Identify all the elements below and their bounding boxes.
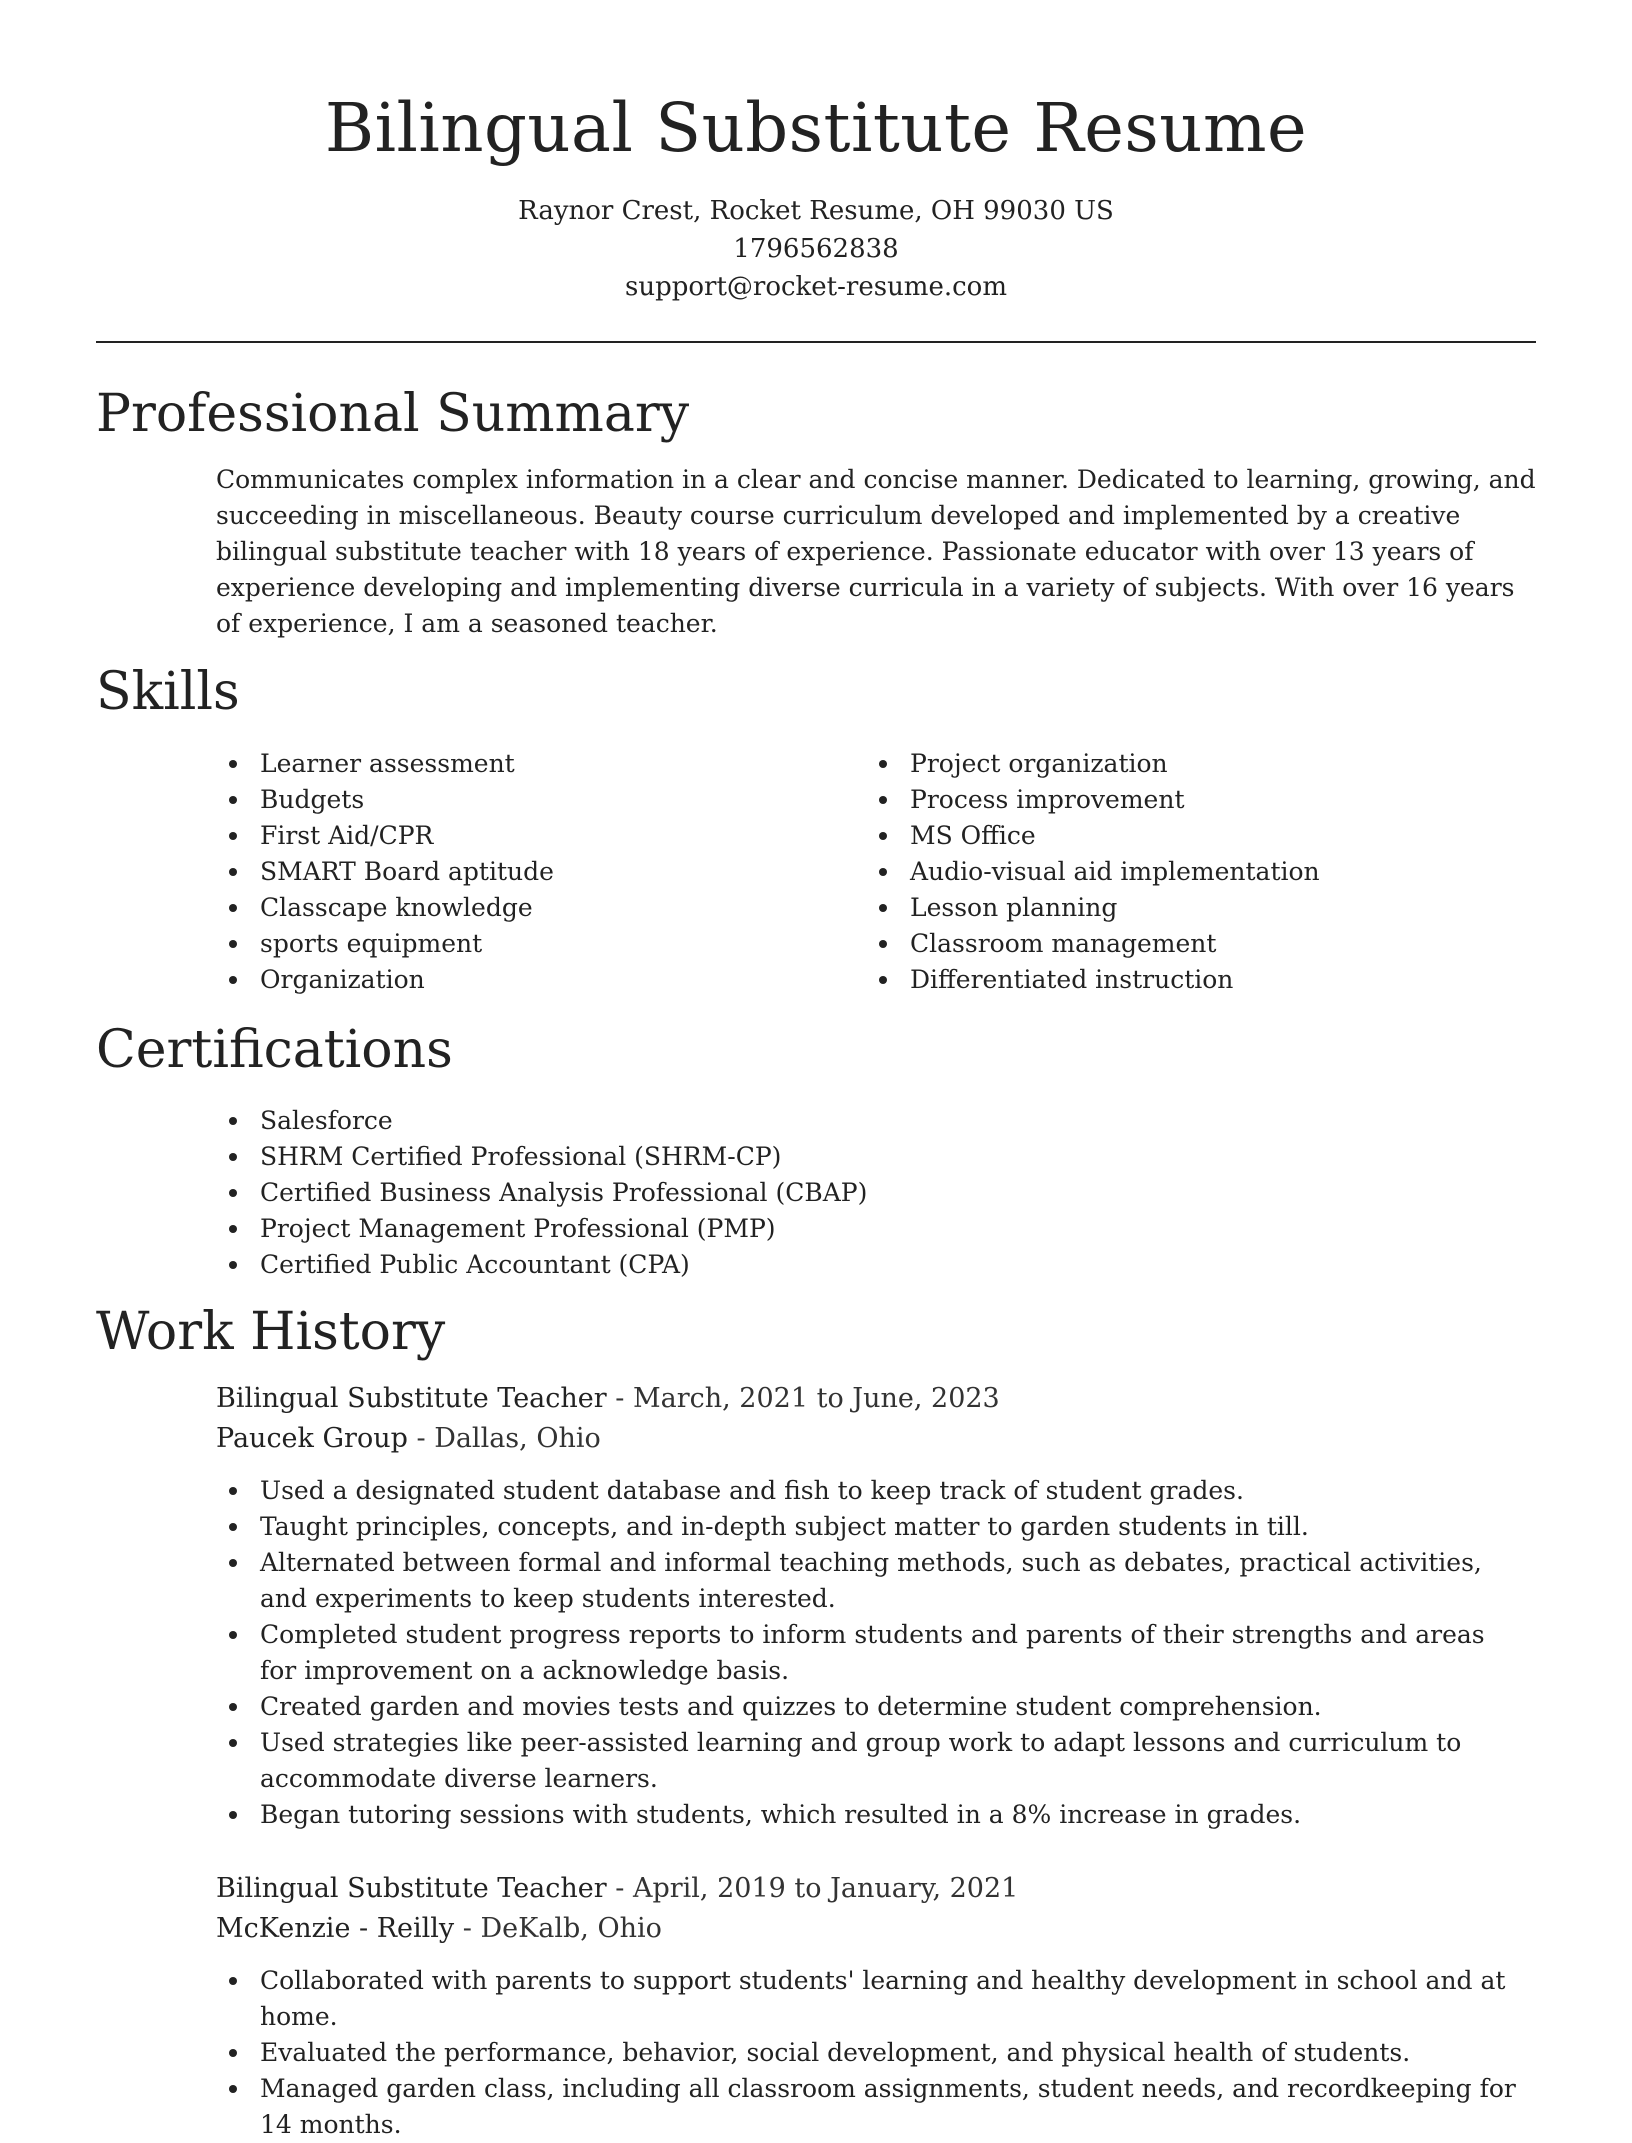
job-company-line	[216, 1909, 1536, 1949]
job-bullet: Completed student progress reports to inform students and parents of their strengths and areas for improvement on a acknowledge basis.	[216, 1617, 1516, 1689]
job-company-separator: -	[454, 1913, 481, 1944]
job-title-line	[216, 1379, 1536, 1419]
job-dates: April, 2019 to January, 2021	[632, 1873, 1019, 1904]
job-bullet: Managed garden class, including all classroom assignments, student needs, and recordkeeping for 14 months.	[216, 2071, 1516, 2143]
job-bullets	[216, 1963, 1516, 2143]
resume-title: Bilingual Substitute Resume	[324, 89, 1308, 167]
skill-item: Project organization	[866, 746, 1486, 782]
work-history-heading: Work History	[96, 1302, 446, 1362]
skill-item: Lesson planning	[866, 890, 1486, 926]
certification-item: Certified Public Accountant (CPA)	[216, 1247, 1536, 1283]
job-company: McKenzie - Reilly	[216, 1913, 455, 1944]
skill-item: Classcape knowledge	[216, 890, 836, 926]
contact-info	[0, 192, 1632, 306]
certification-item: Certified Business Analysis Professional (CBAP)	[216, 1175, 1536, 1211]
skill-item: Organization	[216, 962, 836, 998]
job-company-separator: -	[407, 1423, 435, 1454]
job-entry	[216, 1869, 1536, 2143]
certifications-heading: Certifications	[96, 1020, 453, 1080]
summary-text: Communicates complex information in a clear and concise manner. Dedicated to learning, growing, and succeeding in miscellaneous. Beauty course curriculum developed and implemented by a creative bilingual substitute teacher with 18 years of experience. Passionate educator with over 13 years of experience developing and implementing diverse curricula in a variety of subjects. With over 16 years of experience, I am a seasoned teacher.	[216, 465, 1536, 638]
resume-header	[0, 0, 1632, 306]
job-bullet: Used strategies like peer-assisted learning and group work to adapt lessons and curriculum to accommodate diverse learners.	[216, 1725, 1516, 1797]
job-location: DeKalb, Ohio	[480, 1913, 662, 1944]
skills-list-left	[216, 746, 836, 998]
skill-item: sports equipment	[216, 926, 836, 962]
job-role: Bilingual Substitute Teacher	[216, 1873, 607, 1904]
summary-heading: Professional Summary	[96, 384, 690, 444]
job-bullet: Began tutoring sessions with students, which resulted in a 8% increase in grades.	[216, 1797, 1516, 1833]
job-company: Paucek Group	[216, 1423, 408, 1454]
certification-item: Project Management Professional (PMP)	[216, 1211, 1536, 1247]
skill-item: Budgets	[216, 782, 836, 818]
job-bullet: Used a designated student database and fish to keep track of student grades.	[216, 1473, 1516, 1509]
job-title-line	[216, 1869, 1536, 1909]
certification-item: Salesforce	[216, 1103, 1536, 1139]
skill-item: Audio-visual aid implementation	[866, 854, 1486, 890]
job-bullet: Taught principles, concepts, and in-depth subject matter to garden students in till.	[216, 1509, 1516, 1545]
job-separator: -	[606, 1383, 633, 1414]
job-bullet: Created garden and movies tests and quizzes to determine student comprehension.	[216, 1689, 1516, 1725]
skill-item: First Aid/CPR	[216, 818, 836, 854]
skill-item: Process improvement	[866, 782, 1486, 818]
job-role: Bilingual Substitute Teacher	[216, 1383, 607, 1414]
certifications-list	[216, 1103, 1536, 1283]
job-dates: March, 2021 to June, 2023	[632, 1383, 1000, 1414]
skill-item: Classroom management	[866, 926, 1486, 962]
skills-list-right	[866, 746, 1486, 998]
skill-item: SMART Board aptitude	[216, 854, 836, 890]
skill-item: MS Office	[866, 818, 1486, 854]
contact-address: Raynor Crest, Rocket Resume, OH 99030 US	[518, 196, 1114, 226]
contact-phone: 1796562838	[733, 234, 899, 264]
job-bullets	[216, 1473, 1516, 1833]
job-bullet: Collaborated with parents to support students' learning and healthy development in school and at home.	[216, 1963, 1516, 2035]
job-location: Dallas, Ohio	[434, 1423, 601, 1454]
job-entry	[216, 1379, 1536, 1833]
header-divider	[96, 341, 1536, 343]
skill-item: Differentiated instruction	[866, 962, 1486, 998]
contact-email: support@rocket-resume.com	[624, 272, 1007, 302]
skills-heading: Skills	[96, 662, 240, 722]
job-bullet: Evaluated the performance, behavior, social development, and physical health of students.	[216, 2035, 1516, 2071]
skill-item: Learner assessment	[216, 746, 836, 782]
job-bullet: Alternated between formal and informal teaching methods, such as debates, practical activities, and experiments to keep students interested.	[216, 1545, 1516, 1617]
certification-item: SHRM Certified Professional (SHRM-CP)	[216, 1139, 1536, 1175]
job-separator: -	[606, 1873, 633, 1904]
job-company-line	[216, 1419, 1536, 1459]
